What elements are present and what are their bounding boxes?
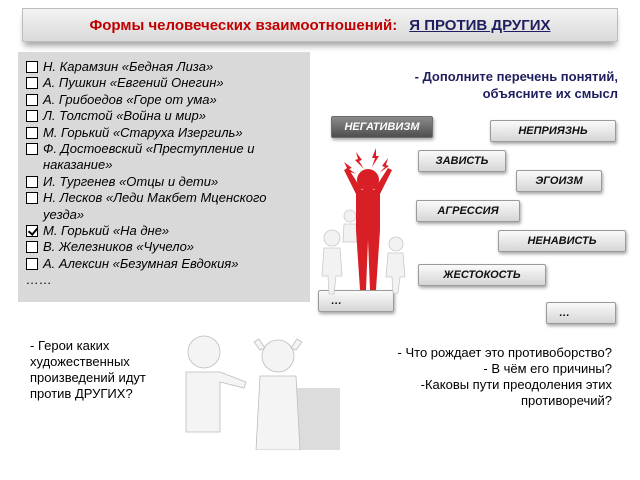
checkbox-checked-icon — [26, 225, 38, 237]
work-item — [26, 75, 302, 91]
checkbox-icon — [26, 241, 38, 253]
checkbox-icon — [26, 61, 38, 73]
checkbox-icon — [26, 127, 38, 139]
work-title: А. Алексин «Безумная Евдокия» — [43, 255, 239, 271]
work-title: М. Горький «На дне» — [43, 223, 170, 239]
work-item — [26, 256, 302, 272]
work-title: В. Железников «Чучело» — [43, 239, 195, 255]
instruction-line-1: - Дополните перечень понятий, — [414, 69, 618, 84]
work-item — [26, 223, 302, 239]
white-figure-back — [343, 210, 357, 242]
arguing-figures-illustration — [160, 330, 340, 450]
concept-envy[interactable]: ЗАВИСТЬ — [418, 150, 506, 172]
work-title: Ф. Достоевский «Преступление и наказание» — [43, 141, 255, 173]
concept-negativism[interactable]: НЕГАТИВИЗМ — [331, 116, 433, 138]
works-list — [26, 59, 302, 272]
work-item — [26, 92, 302, 108]
work-title: Н. Карамзин «Бедная Лиза» — [43, 59, 214, 74]
work-title: И. Тургенев «Отцы и дети» — [43, 173, 219, 189]
concept-cruelty[interactable]: ЖЕСТОКОСТЬ — [418, 264, 546, 286]
questions-right — [360, 345, 612, 409]
work-item — [26, 108, 302, 124]
question-resolution: -Каковы пути преодоления этих противоречий? — [420, 377, 612, 408]
concept-egoism[interactable]: ЭГОИЗМ — [516, 170, 602, 192]
work-item — [26, 174, 302, 190]
work-item — [26, 190, 302, 223]
white-figure-left — [322, 230, 342, 294]
concept-hatred[interactable]: НЕНАВИСТЬ — [498, 230, 626, 252]
checkbox-icon — [26, 94, 38, 106]
concept-more-left[interactable]: … — [318, 290, 394, 312]
checkbox-icon — [26, 192, 38, 204]
question-origin: - Что рождает это противоборство? — [397, 345, 612, 360]
work-title: А. Пушкин «Евгений Онегин» — [43, 75, 224, 91]
slide-title — [22, 8, 618, 42]
title-text: Формы человеческих взаимоотношений: — [89, 16, 398, 34]
work-item — [26, 125, 302, 141]
checkbox-icon — [26, 77, 38, 89]
title-highlight: Я ПРОТИВ ДРУГИХ — [409, 16, 551, 34]
literary-works-list — [18, 52, 310, 302]
work-title: А. Грибоедов «Горе от ума» — [43, 91, 217, 107]
white-figure-right — [386, 237, 405, 293]
work-item — [26, 141, 302, 174]
concept-more-right[interactable]: … — [546, 302, 616, 324]
white-figure-pointing — [186, 336, 246, 432]
work-title: М. Горький «Старуха Изергиль» — [43, 124, 243, 140]
work-item — [26, 239, 302, 255]
instruction-line-2: объясните их смысл — [482, 86, 618, 101]
checkbox-icon — [26, 176, 38, 188]
checkbox-icon — [26, 110, 38, 122]
concept-aggression[interactable]: АГРЕССИЯ — [416, 200, 520, 222]
question-causes: - В чём его причины? — [483, 361, 612, 376]
instruction-text — [360, 68, 618, 102]
white-figure-covering-ears — [254, 339, 302, 450]
work-title: Н. Лесков «Леди Макбет Мценского уезда» — [43, 190, 267, 222]
question-heroes: - Герои каких художественных произведений идут против ДРУГИХ? — [30, 338, 146, 401]
work-item — [26, 59, 302, 75]
works-ellipsis: …… — [26, 272, 52, 288]
concept-dislike[interactable]: НЕПРИЯЗНЬ — [490, 120, 616, 142]
checkbox-icon — [26, 258, 38, 270]
checkbox-icon — [26, 143, 38, 155]
work-title: Л. Толстой «Война и мир» — [43, 108, 206, 124]
red-figure-illustration — [318, 140, 408, 300]
